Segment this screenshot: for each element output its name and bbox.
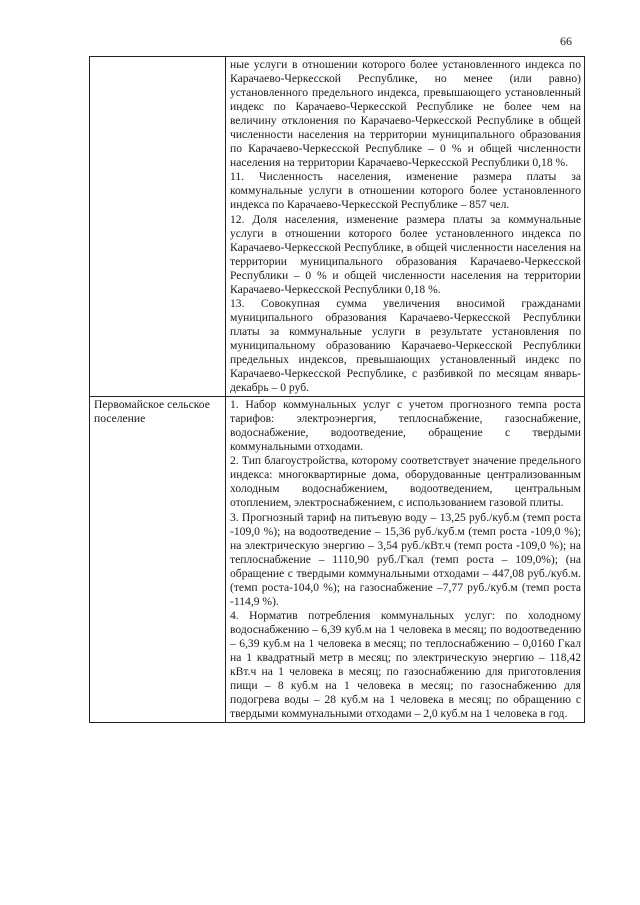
indicators-cell — [226, 397, 585, 723]
indicator-paragraph: ные услуги в отношении которого более установленного индекса по Карачаево-Черкесской Республике, но менее (или равно) установленного предельного индекса, превышающего установленный индекс по Карачаево-Черкесской Республике не более чем на величину отклонения по Карачаево-Черкесской Республике в общей численности населения на территории муниципального образования по Карачаево-Черкесской Республике – 0 % и общей численности населения на территории Карачаево-Черкесской Республики 0,18 %. — [230, 58, 581, 170]
indicator-paragraph: 12. Доля населения, изменение размера платы за коммунальные услуги в отношении которого более установленного индекса по Карачаево-Черкесской Республике, в общей численности населения на территории муниципального образования Карачаево-Черкесской Республики – 0 % и общей численности населения на территории Карачаево-Черкесской Республики 0,18 %. — [230, 212, 581, 296]
indicator-paragraph: 13. Совокупная сумма увеличения вносимой гражданами муниципального образования Карачаево-Черкесской Республики платы за коммунальные услуги в результате установления по муниципальному образованию Карачаево-Черкесской Республики предельных индексов, превышающих установленный индекс по Карачаево-Черкесской Республике, с разбивкой по месяцам январь-декабрь – 0 руб. — [230, 296, 581, 395]
indicators-cell — [226, 57, 585, 397]
settlement-name-cell — [90, 57, 226, 397]
indicator-paragraph: 11. Численность населения, изменение размера платы за коммунальные услуги в отношении которого более установленного индекса по Карачаево-Черкесской Республике – 857 чел. — [230, 170, 581, 212]
table-row — [90, 57, 585, 397]
indicator-paragraph: 1. Набор коммунальных услуг с учетом прогнозного темпа роста тарифов: электроэнергия, теплоснабжение, газоснабжение, водоснабжение, водоотведение, обращение с твердыми коммунальными отходами. — [230, 398, 581, 454]
settlements-table — [89, 56, 585, 723]
settlement-name-cell: Первомайское сельское поселение — [90, 397, 226, 723]
table-row — [90, 397, 585, 723]
indicator-paragraph: 3. Прогнозный тариф на питьевую воду – 13,25 руб./куб.м (темп роста -109,0 %); на водоотведение – 15,36 руб./куб.м (темп роста -109,0 %); на электрическую энергию – 3,54 руб./кВт.ч (темп роста -109,0 %); на теплоснабжение – 1110,90 руб./Гкал (темп роста – 109,0%); (на обращение с твердыми коммунальными отходами – 447,08 руб./куб.м. (темп роста-104,0 %); на газоснабжение –7,77 руб./куб.м (темп роста -114,9 %). — [230, 510, 581, 608]
indicator-paragraph: 4. Норматив потребления коммунальных услуг: по холодному водоснабжению – 6,39 куб.м на 1 человека в месяц; по водоотведению – 6,39 куб.м на 1 человека в месяц; по теплоснабжению – 0,0160 Гкал на 1 квадратный метр в месяц; по электрическую энергию – 118,42 кВт.ч на 1 человека в месяц; по газоснабжению для приготовления пищи – 8 куб.м на 1 человека в месяц; по газоснабжению для подогрева воды – 28 куб.м на 1 человека в месяц; по обращению с твердыми коммунальными отходами – 2,0 куб.м на 1 человека в год. — [230, 608, 581, 721]
indicator-paragraph: 2. Тип благоустройства, которому соответствует значение предельного индекса: многоквартирные дома, оборудованные централизованным холодным водоснабжением, водоотведением, центральным отоплением, электроснабжением, с использованием газовой плиты. — [230, 454, 581, 510]
page-number: 66 — [560, 34, 572, 48]
